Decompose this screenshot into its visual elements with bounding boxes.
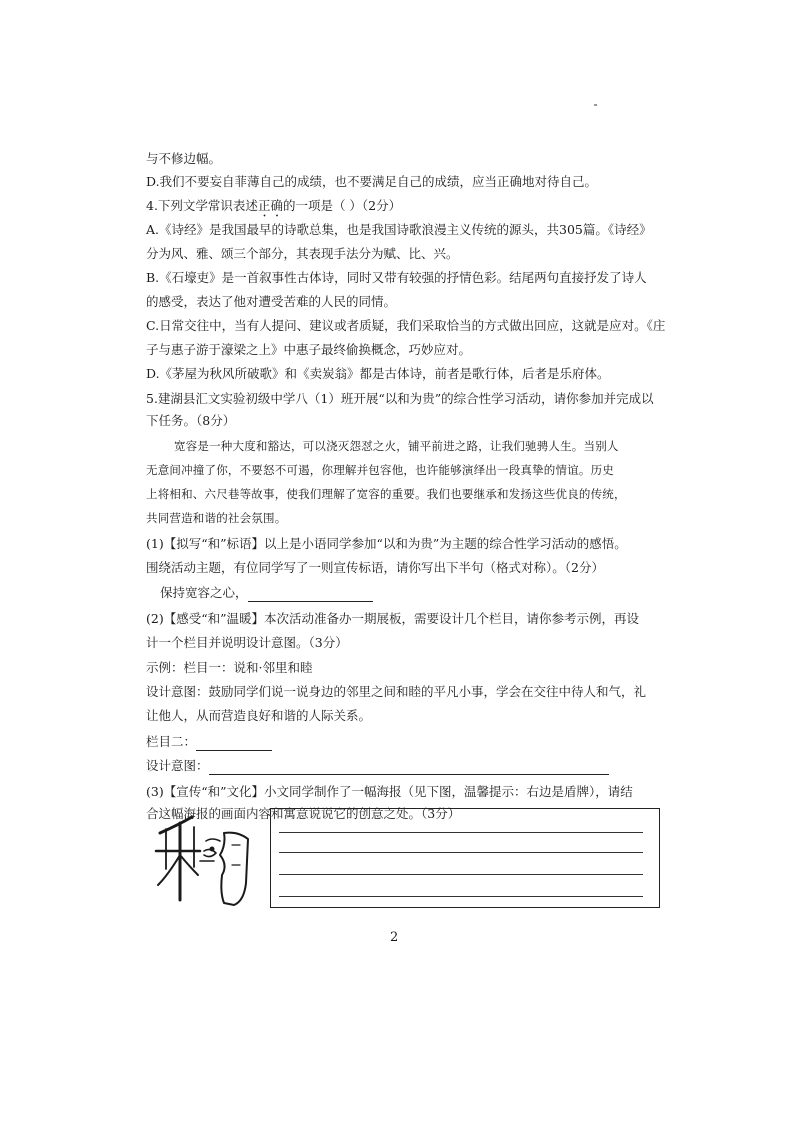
option-b-line2: 的感受，表达了他对遭受苦难的人民的同情。 [146, 294, 397, 309]
design-intent-line1: 设计意图：鼓励同学们说一说身边的邻里之间和睦的平凡小事，学会在交往中待人和气，礼 [146, 684, 647, 699]
answer-line[interactable] [279, 832, 643, 833]
q4-part-c: 的一项是（ ）（2分） [282, 198, 402, 213]
column-two-label: 栏目二： [146, 734, 197, 749]
slogan-first-half: 保持宽容之心， [160, 585, 248, 600]
intent-two-blank[interactable] [209, 760, 609, 775]
subq1-line2: 围绕活动主题，有位同学写了一则宣传标语，请你写出下半句（格式对称）。（2分） [146, 560, 604, 575]
passage-line1: 宽容是一种大度和豁达，可以浇灭怨怼之火，铺平前进之路，让我们驰骋人生。当别人 [174, 439, 619, 453]
option-d-q4: D.《茅屋为秋风所破歌》和《卖炭翁》都是古体诗，前者是歌行体，后者是乐府体。 [146, 366, 610, 381]
slogan-line [160, 584, 680, 602]
subq2-line1: (2)【感受“和”温暖】本次活动准备办一期展板，需要设计几个栏目，请你参考示例，再设 [146, 611, 639, 626]
option-a-line2: 分为风、雅、颂三个部分，其表现手法分为赋、比、兴。 [146, 246, 459, 261]
option-c-line1: C.日常交往中，当有人提问、建议或者质疑，我们采取恰当的方式做出回应，这就是应对。《庄 [146, 318, 666, 333]
answer-line[interactable] [279, 896, 643, 897]
question-4 [146, 197, 666, 220]
subq3-line1: (3)【宣传“和”文化】小文同学制作了一幅海报（见下图，温馨提示：右边是盾牌），请结 [146, 784, 633, 799]
scan-speck [594, 104, 597, 106]
option-c-line2: 子与惠子游于濠梁之上》中惠子最终偷换概念，巧妙应对。 [146, 342, 472, 357]
design-intent-line2: 让他人，从而营造良好和谐的人际关系。 [146, 708, 372, 723]
q4-emphasis: 正确 [257, 198, 283, 213]
subq3-line2: 合这幅海报的画面内容和寓意说说它的创意之处。（3分） [146, 806, 461, 821]
column-two-blank[interactable] [196, 736, 272, 751]
subq2-line2: 计一个栏目并说明设计意图。（3分） [146, 635, 348, 650]
example-column: 示例：栏目一：说和·邻里和睦 [146, 660, 313, 675]
page-number: 2 [390, 930, 399, 945]
passage-line3: 上将相和、六尺巷等故事，使我们理解了宽容的重要。我们也要继承和发扬这些优良的传统， [146, 487, 626, 501]
answer-line[interactable] [279, 874, 643, 875]
answer-box[interactable] [270, 808, 660, 908]
option-d-q3: D.我们不要妄自菲薄自己的成绩，也不要满足自己的成绩，应当正确地对待自己。 [146, 174, 598, 189]
passage-line4: 共同营造和谐的社会氛围。 [146, 511, 287, 525]
he-character-poster-icon [150, 805, 260, 910]
answer-line[interactable] [279, 852, 643, 853]
question-5-line1: 5.建湖县汇文实验初级中学八（1）班开展“以和为贵”的综合性学习活动，请你参加并完成以 [146, 391, 654, 406]
q4-part-a: 4.下列文学常识表述 [146, 198, 258, 213]
intent-two-label: 设计意图： [146, 758, 209, 773]
text-line: 与不修边幅。 [146, 151, 222, 166]
passage-line2: 无意间冲撞了你，不要怒不可遏，你理解并包容他，也许能够演绎出一段真挚的情谊。历史 [146, 463, 614, 477]
intent-two-line [146, 757, 666, 775]
question-5-line2: 下任务。（8分） [146, 413, 236, 428]
subq1-line1: (1)【拟写“和”标语】以上是小语同学参加“以和为贵”为主题的综合性学习活动的感悟。 [146, 536, 627, 551]
option-a-line1: A.《诗经》是我国最早的诗歌总集，也是我国诗歌浪漫主义传统的源头，共305篇。《诗经》 [146, 222, 652, 237]
slogan-answer-blank[interactable] [248, 587, 373, 602]
option-b-line1: B.《石壕吏》是一首叙事性古体诗，同时又带有较强的抒情色彩。结尾两句直接抒发了诗人 [146, 270, 647, 285]
column-two-line [146, 733, 666, 751]
